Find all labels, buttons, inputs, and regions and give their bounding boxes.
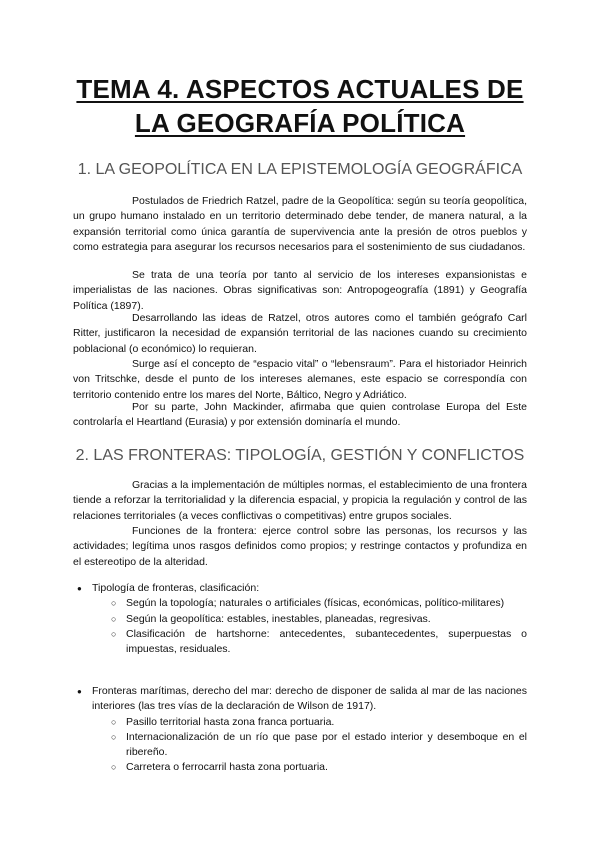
sub-list-item: ○ Clasificación de hartshorne: antecedentes, subantecedentes, superpuestas o impuestas, residuales.	[73, 627, 527, 658]
list-item-label: Fronteras marítimas, derecho del mar: derecho de disponer de salida al mar de las naciones interiores (las tres vías de la declaración de Wilson de 1917).	[92, 685, 527, 713]
bullet-list-typology	[73, 581, 527, 657]
sub-list	[73, 715, 527, 776]
paragraph: Desarrollando las ideas de Ratzel, otros autores como el también geógrafo Carl Ritter, justificaron la necesidad de expansión territorial de las naciones cuando su crecimiento poblacional (o económico) lo requieran.	[73, 312, 527, 355]
paragraph: Por su parte, John Mackinder, afirmaba que quien controlase Europa del Este controlarÍa el Heartland (Eurasia) y por extensión dominaría el mundo.	[73, 401, 527, 429]
sub-list-item: ○ Pasillo territorial hasta zona franca portuaria.	[73, 715, 527, 730]
page-title: TEMA 4. ASPECTOS ACTUALES DE LA GEOGRAFÍA POLÍTICA	[76, 74, 524, 138]
paragraph: Postulados de Friedrich Ratzel, padre de la Geopolítica: según su teoría geopolítica, un grupo humano instalado en un territorio determinado debe tender, de manera natural, a la expansión territorial como única garantía de supervivencia ante la presión de otros pueblos y como estrategia para asegurar los recursos necesarios para el sostenimiento de sus ciudadanos.	[73, 195, 527, 253]
section-2-heading: 2. LAS FRONTERAS: TIPOLOGÍA, GESTIÓN Y CONFLICTOS	[75, 447, 525, 464]
bullet-list-maritime	[73, 684, 527, 776]
sub-list-item: ○ Internacionalización de un río que pase por el estado interior y desemboque en el ribereño.	[73, 730, 527, 761]
paragraph: Se trata de una teoría por tanto al servicio de los intereses expansionistas e imperialistas de las naciones. Obras significativas son: Antropogeografía (1891) y Geografía Política (1897).	[73, 269, 527, 312]
section-1-heading: 1. LA GEOPOLÍTICA EN LA EPISTEMOLOGÍA GEOGRÁFICA	[77, 161, 523, 178]
list-item-label: Tipología de fronteras, clasificación:	[92, 582, 260, 594]
sub-list-item: ○ Según la geopolítica: estables, inestables, planeadas, regresivas.	[73, 612, 527, 627]
sub-list-item: ○ Carretera o ferrocarril hasta zona portuaria.	[73, 760, 527, 775]
paragraph: Gracias a la implementación de múltiples normas, el establecimiento de una frontera tiende a reforzar la territorialidad y la diferencia espacial, y propicia la regulación y control de las relaciones territoriales (a veces conflictivas o competitivas) entre grupos sociales.	[73, 479, 527, 522]
sub-list-item: ○ Según la topología; naturales o artificiales (físicas, económicas, político-militares)	[73, 596, 527, 611]
paragraph: Surge así el concepto de “espacio vital” o “lebensraum”. Para el historiador Heinrich von Tritschke, desde el punto de los intereses alemanes, este espacio se correspondía con territorio contenido entre los mares del Norte, Báltico, Negro y Adriático.	[73, 358, 527, 401]
list-item	[73, 684, 527, 776]
sub-list	[73, 596, 527, 657]
list-item	[73, 581, 527, 657]
paragraph: Funciones de la frontera: ejerce control sobre las personas, los recursos y las actividades; legítima unos rasgos definidos como propios; y restringe contactos y profundiza en el estereotipo de la alteridad.	[73, 525, 527, 568]
